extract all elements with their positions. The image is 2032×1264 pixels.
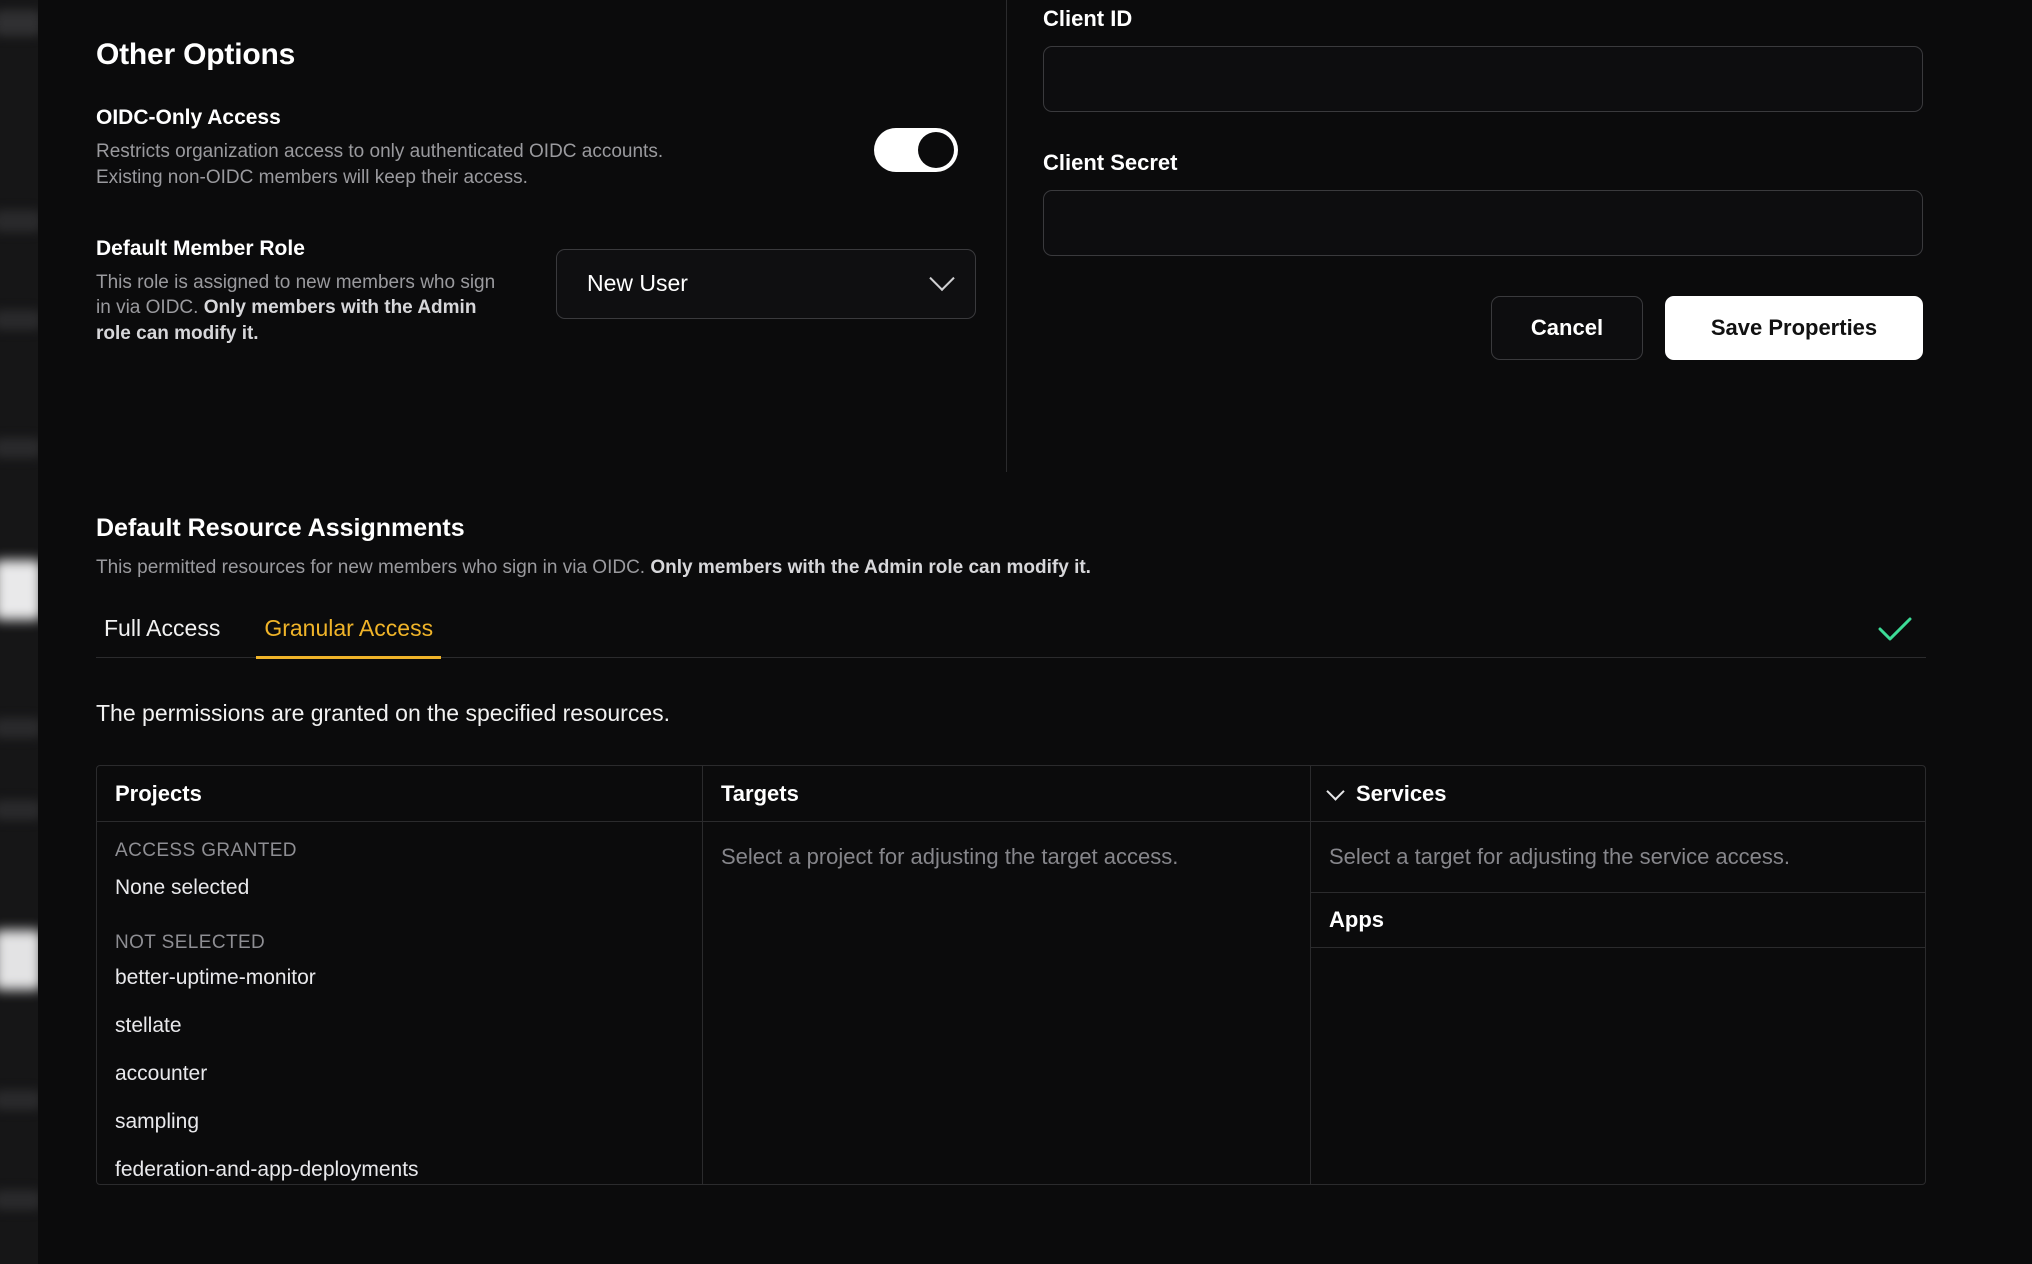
list-item[interactable]: better-uptime-monitor — [115, 966, 316, 989]
list-item[interactable]: sampling — [115, 1110, 200, 1133]
credentials-column — [1007, 0, 1934, 360]
toggle-knob — [918, 132, 954, 168]
credentials-button-row — [1043, 296, 1923, 360]
projects-access-granted-label: ACCESS GRANTED — [115, 840, 297, 861]
chevron-down-icon — [929, 265, 954, 290]
client-secret-label: Client Secret — [1043, 150, 1178, 175]
panel-content — [96, 0, 1934, 1264]
oidc-only-access-desc-line1: Restricts organization access to only authenticated OIDC accounts. — [96, 141, 664, 162]
list-item[interactable]: federation-and-app-deployments — [115, 1158, 419, 1181]
projects-not-selected-label: NOT SELECTED — [115, 932, 266, 953]
blurred-background-item — [0, 1090, 38, 1110]
targets-empty-message: Select a project for adjusting the target access. — [721, 844, 1179, 869]
cancel-button[interactable]: Cancel — [1491, 296, 1643, 360]
oidc-only-access-text — [96, 106, 663, 191]
default-member-role-desc-emph: Only members with the Admin role can modify it. — [96, 297, 477, 345]
targets-header: Targets — [703, 766, 1310, 822]
oidc-only-access-toggle[interactable] — [874, 128, 958, 172]
default-member-role-selected-value: New User — [587, 270, 688, 297]
client-id-input[interactable] — [1043, 46, 1923, 112]
services-header[interactable] — [1311, 766, 1925, 822]
blurred-background-item — [0, 1190, 38, 1210]
chevron-down-icon — [1326, 782, 1344, 800]
blurred-background-item — [0, 210, 38, 232]
tab-full-access[interactable]: Full Access — [104, 615, 221, 641]
oidc-only-access-desc-line2: Existing non-OIDC members will keep their access. — [96, 166, 528, 188]
assignments-title: Default Resource Assignments — [96, 514, 465, 542]
other-options-column — [96, 0, 1006, 347]
access-tabs-bar — [96, 615, 1926, 658]
default-member-role-desc-part1: This role is assigned to new members who sign in via OIDC. — [96, 271, 496, 319]
blurred-background-item — [0, 310, 38, 330]
projects-column — [97, 766, 703, 1184]
blurred-background-item — [0, 718, 38, 738]
services-empty-message: Select a target for adjusting the service access. — [1329, 844, 1791, 869]
targets-column — [703, 766, 1311, 1184]
blurred-background-item — [0, 10, 38, 36]
projects-list — [97, 822, 702, 1185]
services-apps-section[interactable] — [1311, 892, 1925, 948]
section-title-other-options: Other Options — [96, 38, 296, 71]
assignments-description — [96, 557, 1934, 579]
client-secret-input[interactable] — [1043, 190, 1923, 256]
default-member-role-description — [96, 270, 496, 347]
check-icon — [1878, 616, 1912, 647]
assignments-desc-part1: This permitted resources for new members who sign in via OIDC. — [96, 557, 651, 578]
oidc-only-access-row — [96, 106, 976, 191]
default-member-role-label: Default Member Role — [96, 236, 305, 260]
access-tabs — [96, 615, 441, 657]
top-columns — [96, 0, 1934, 472]
tab-granular-access[interactable]: Granular Access — [256, 615, 441, 659]
list-item[interactable]: None selected — [115, 876, 250, 899]
blurred-background-item — [0, 930, 38, 990]
projects-header: Projects — [97, 766, 702, 822]
background-app-strip — [0, 0, 38, 1264]
blurred-background-item — [0, 800, 38, 820]
permissions-note: The permissions are granted on the specified resources. — [96, 700, 671, 726]
settings-panel — [38, 0, 1994, 1264]
oidc-only-access-description — [96, 139, 663, 191]
oidc-only-access-label: OIDC-Only Access — [96, 106, 281, 129]
save-properties-button[interactable]: Save Properties — [1665, 296, 1923, 360]
client-id-label: Client ID — [1043, 6, 1133, 31]
default-member-role-text — [96, 237, 496, 347]
blurred-background-item — [0, 560, 38, 620]
list-item[interactable]: accounter — [115, 1062, 208, 1085]
services-header-label: Services — [1356, 780, 1447, 806]
default-member-role-select[interactable] — [556, 249, 976, 319]
spacer — [1043, 112, 1934, 150]
default-resource-assignments-section — [96, 514, 1934, 1185]
services-apps-label: Apps — [1329, 907, 1384, 932]
blurred-background-item — [0, 438, 38, 458]
services-column — [1311, 766, 1925, 1184]
list-item[interactable]: stellate — [115, 1014, 182, 1037]
granular-access-table — [96, 765, 1926, 1185]
assignments-desc-emph: Only members with the Admin role can modify it. — [650, 557, 1091, 578]
default-member-role-row — [96, 237, 976, 347]
